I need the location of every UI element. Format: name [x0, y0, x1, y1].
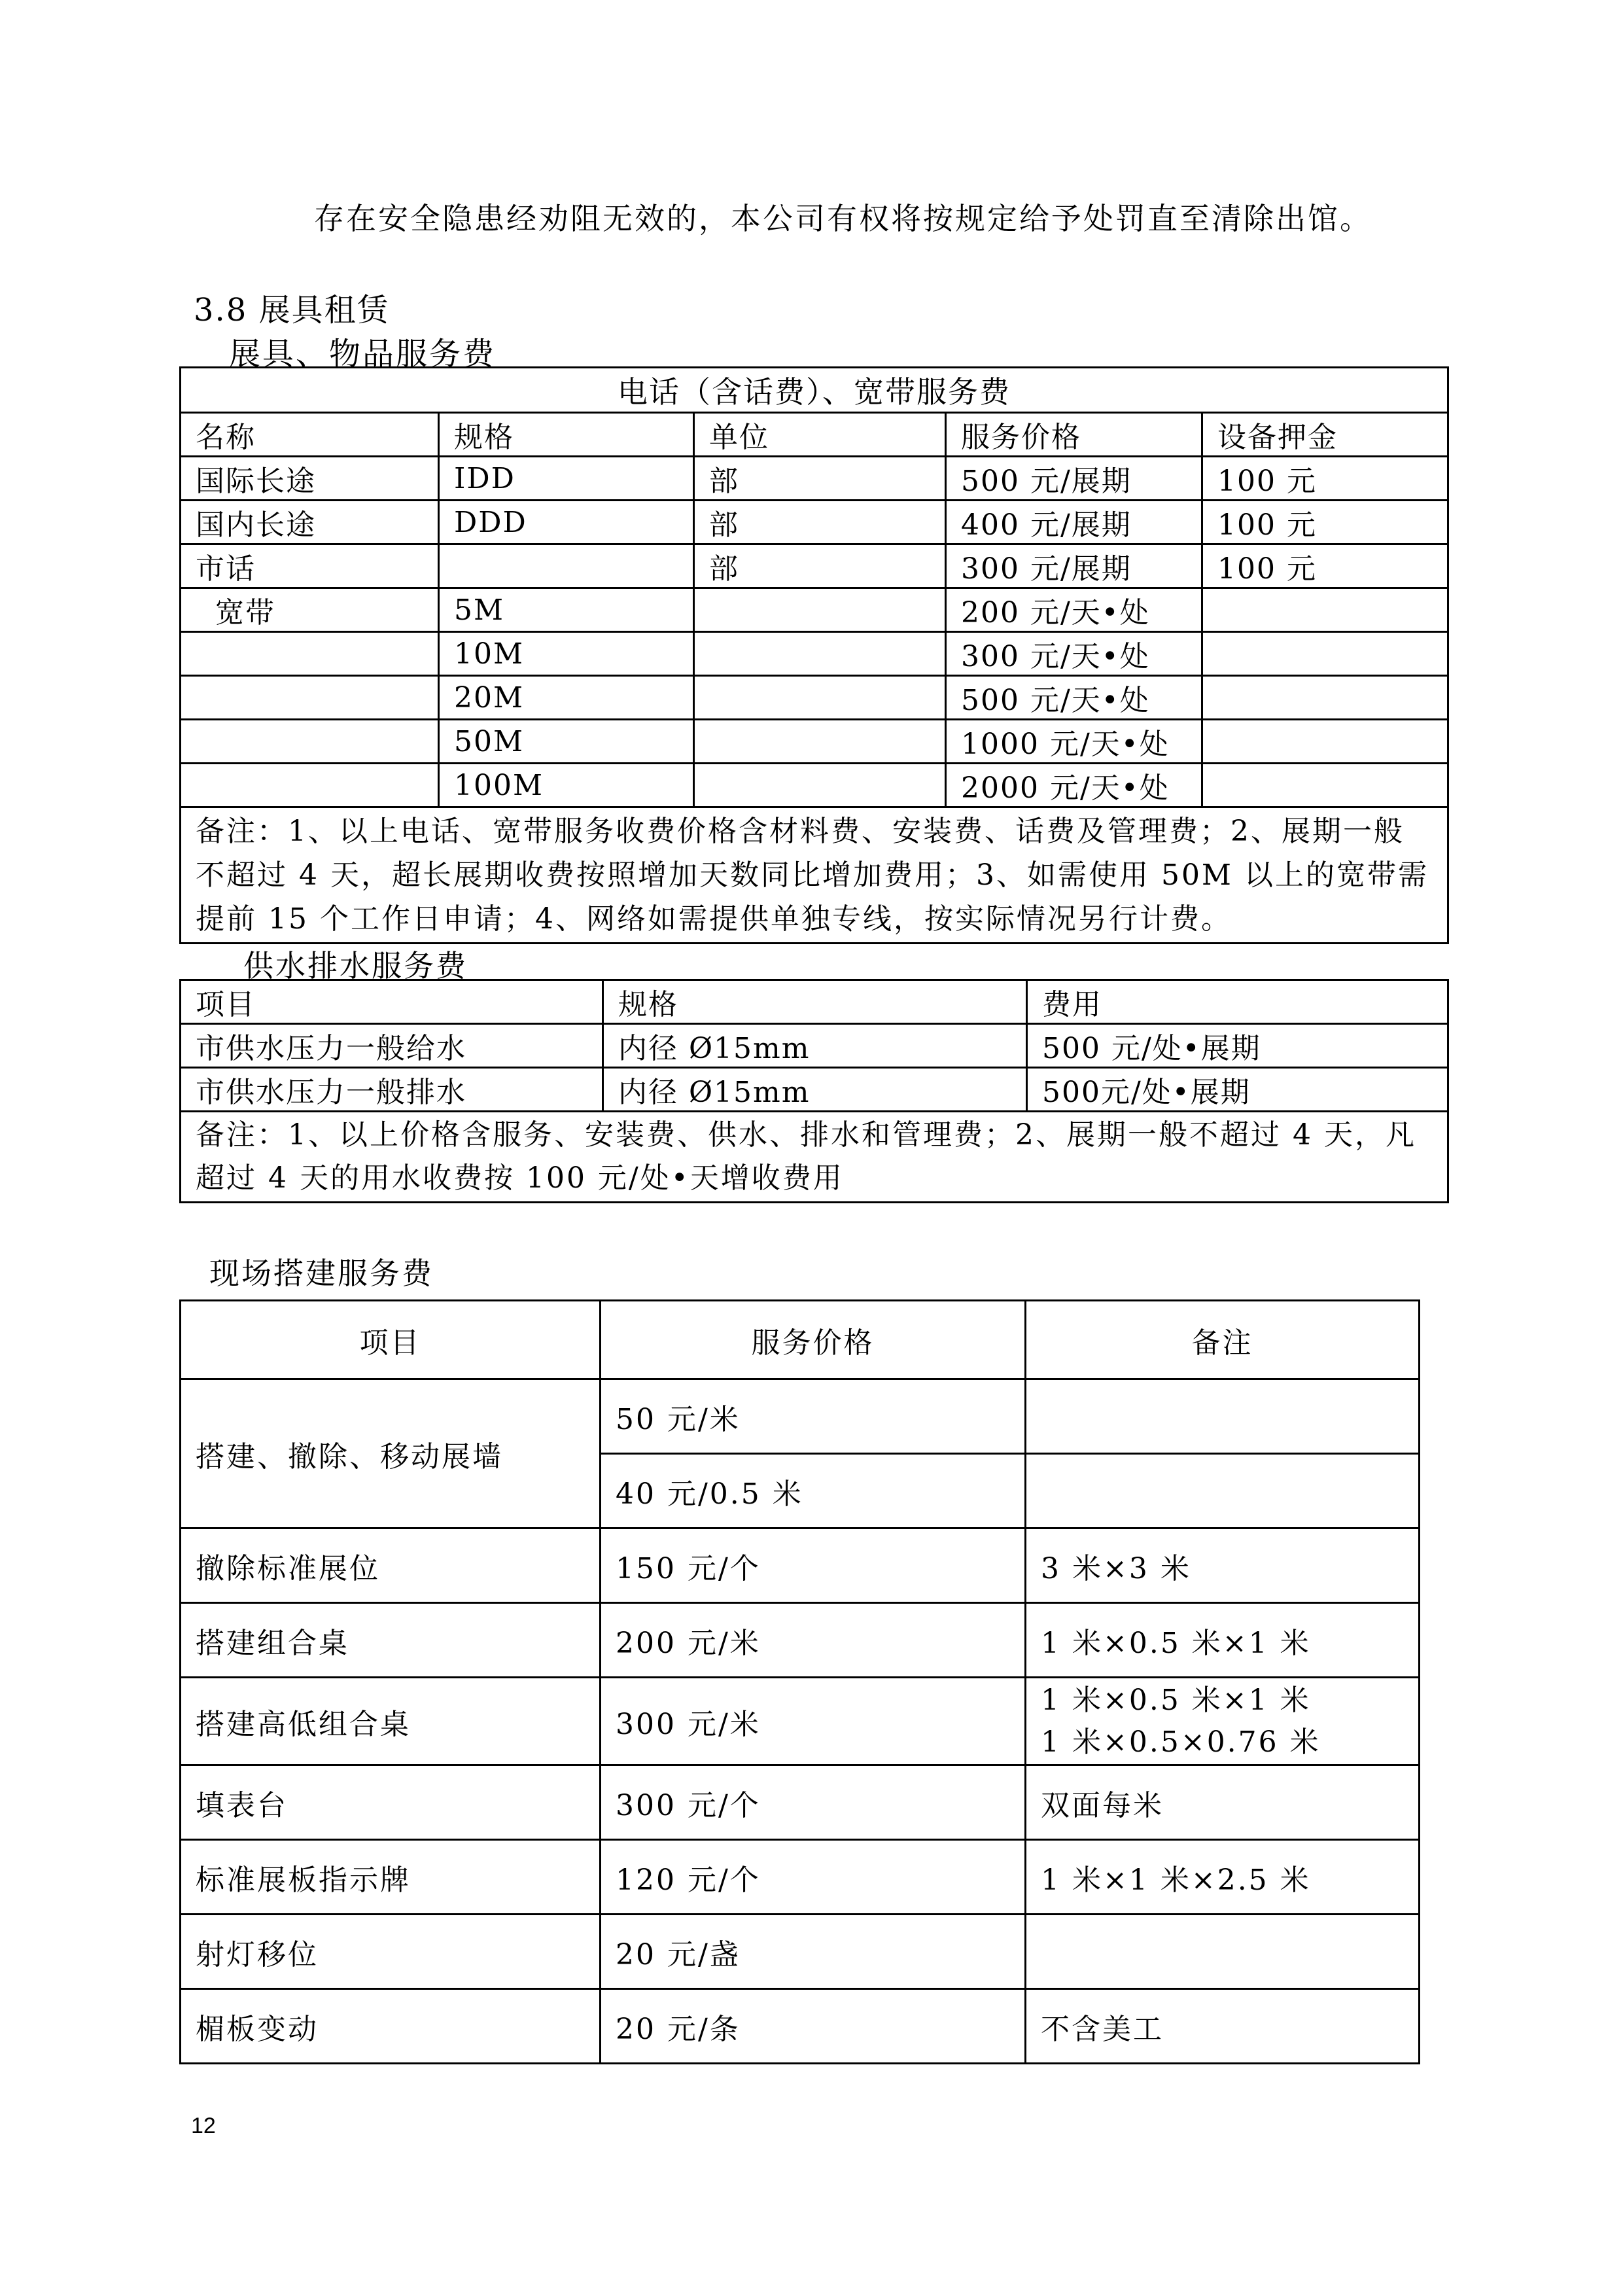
column-header: 服务价格: [946, 413, 1202, 457]
table-cell: 2000 元/天•处: [946, 764, 1202, 807]
remark-line: 1 米×0.5×0.76 米: [1041, 1725, 1321, 1759]
subsection-heading-build: 现场搭建服务费: [209, 1256, 434, 1291]
column-header: 规格: [439, 413, 694, 457]
table-cell: [181, 632, 439, 676]
table-cell: [1026, 1379, 1420, 1454]
section-heading: 3.8 展具租赁: [194, 292, 390, 328]
table-cell: [1026, 1915, 1420, 1989]
table-cell: 500 元/展期: [946, 457, 1202, 501]
table-cell: 50M: [439, 720, 694, 764]
table-cell: 100 元: [1202, 457, 1448, 501]
column-header: 项目: [181, 980, 603, 1024]
table-cell: [694, 764, 946, 807]
table-cell: 市供水压力一般给水: [181, 1024, 603, 1068]
table-cell: 200 元/天•处: [946, 588, 1202, 632]
subsection-heading-water: 供水排水服务费: [243, 948, 468, 983]
telecom-fee-table: [179, 366, 1449, 944]
intro-paragraph: 存在安全隐患经劝阻无效的，本公司有权将按规定给予处罚直至清除出馆。: [314, 201, 1372, 236]
table-cell: 标准展板指示牌: [181, 1840, 601, 1915]
table-cell: [1202, 720, 1448, 764]
table-header-row: [181, 413, 1448, 457]
table-cell: 1 米×0.5 米×1 米: [1026, 1603, 1420, 1678]
build-fee-table: [179, 1299, 1420, 2064]
table-header-row: [181, 1301, 1420, 1379]
table-cell: 120 元/个: [601, 1840, 1026, 1915]
table-cell: 内径 Ø15mm: [603, 1024, 1027, 1068]
table-cell: 撤除标准展位: [181, 1528, 601, 1603]
column-header: 名称: [181, 413, 439, 457]
table-cell: 楣板变动: [181, 1989, 601, 2064]
table-cell: 20M: [439, 676, 694, 720]
table-cell: 20 元/盏: [601, 1915, 1026, 1989]
subsection-heading-equipment: 展具、物品服务费: [229, 336, 497, 372]
table-cell: 部: [694, 544, 946, 588]
column-header: 项目: [181, 1301, 601, 1379]
table-cell: 200 元/米: [601, 1603, 1026, 1678]
table-cell: [1026, 1454, 1420, 1528]
table-row: [181, 1840, 1420, 1915]
table-cell: 搭建高低组合桌: [181, 1678, 601, 1765]
table-cell: 内径 Ø15mm: [603, 1068, 1027, 1112]
table-note-row: [181, 807, 1448, 944]
table-cell: [181, 764, 439, 807]
table-row: [181, 1678, 1420, 1765]
table-cell: 100 元: [1202, 501, 1448, 544]
table-cell: 500 元/处•展期: [1027, 1024, 1448, 1068]
table-cell: 搭建、撤除、移动展墙: [181, 1379, 601, 1528]
table-cell: 300 元/展期: [946, 544, 1202, 588]
table-note: 备注：1、以上价格含服务、安装费、供水、排水和管理费；2、展期一般不超过 4 天，凡超过 4 天的用水收费按 100 元/处•天增收费用: [181, 1112, 1448, 1203]
column-header: 费用: [1027, 980, 1448, 1024]
table-cell: [181, 720, 439, 764]
table-cell: 国内长途: [181, 501, 439, 544]
table-cell: 300 元/米: [601, 1678, 1026, 1765]
table-cell: [1202, 632, 1448, 676]
table-cell: DDD: [439, 501, 694, 544]
table-cell: 40 元/0.5 米: [601, 1454, 1026, 1528]
table-cell: 20 元/条: [601, 1989, 1026, 2064]
table-row: [181, 1765, 1420, 1840]
table-cell: [1202, 676, 1448, 720]
table-cell: 不含美工: [1026, 1989, 1420, 2064]
table-cell: 部: [694, 457, 946, 501]
table-cell: 50 元/米: [601, 1379, 1026, 1454]
table-cell: 国际长途: [181, 457, 439, 501]
table-cell: 300 元/个: [601, 1765, 1026, 1840]
table-row: [181, 1068, 1448, 1112]
table-cell: [181, 676, 439, 720]
table-cell: 市供水压力一般排水: [181, 1068, 603, 1112]
table-cell: [1202, 764, 1448, 807]
table-cell: [694, 632, 946, 676]
table-cell: 100 元: [1202, 544, 1448, 588]
table-cell: 射灯移位: [181, 1915, 601, 1989]
table-cell: 3 米×3 米: [1026, 1528, 1420, 1603]
table-caption-row: [181, 368, 1448, 413]
table-cell: [1202, 588, 1448, 632]
table-cell: 市话: [181, 544, 439, 588]
table-cell: 150 元/个: [601, 1528, 1026, 1603]
table-cell: 10M: [439, 632, 694, 676]
table-row: [181, 1024, 1448, 1068]
table-header-row: [181, 980, 1448, 1024]
column-header: 备注: [1026, 1301, 1420, 1379]
table-row: [181, 764, 1448, 807]
table-cell: 400 元/展期: [946, 501, 1202, 544]
table-row: [181, 720, 1448, 764]
table-cell: [439, 544, 694, 588]
table-cell: 1000 元/天•处: [946, 720, 1202, 764]
table-row: [181, 1528, 1420, 1603]
table-note-row: [181, 1112, 1448, 1203]
column-header: 服务价格: [601, 1301, 1026, 1379]
table-note: 备注：1、以上电话、宽带服务收费价格含材料费、安装费、话费及管理费；2、展期一般不超过 4 天，超长展期收费按照增加天数同比增加费用；3、如需使用 50M 以上的宽带需提前 15 个工作日申请；4、网络如需提供单独专线，按实际情况另行计费。: [181, 807, 1448, 944]
table-row: [181, 1603, 1420, 1678]
table-cell: 500元/处•展期: [1027, 1068, 1448, 1112]
table-row: [181, 501, 1448, 544]
table-cell: 300 元/天•处: [946, 632, 1202, 676]
page-number: 12: [191, 2113, 216, 2138]
column-header: 规格: [603, 980, 1027, 1024]
table-row: [181, 1915, 1420, 1989]
table-cell: [694, 720, 946, 764]
remark-line: 1 米×0.5 米×1 米: [1041, 1683, 1311, 1717]
table-cell: 双面每米: [1026, 1765, 1420, 1840]
table-cell: 500 元/天•处: [946, 676, 1202, 720]
table-row: [181, 1989, 1420, 2064]
table-cell: IDD: [439, 457, 694, 501]
table-cell: 宽带: [181, 588, 439, 632]
table-cell: 搭建组合桌: [181, 1603, 601, 1678]
column-header: 设备押金: [1202, 413, 1448, 457]
table-cell: [1026, 1678, 1420, 1765]
table-row: [181, 632, 1448, 676]
table-cell: 填表台: [181, 1765, 601, 1840]
table-row: [181, 588, 1448, 632]
table-caption: 电话（含话费）、宽带服务费: [181, 368, 1448, 413]
table-cell: 5M: [439, 588, 694, 632]
table-row: [181, 1379, 1420, 1454]
table-cell: 部: [694, 501, 946, 544]
table-row: [181, 457, 1448, 501]
table-cell: 1 米×1 米×2.5 米: [1026, 1840, 1420, 1915]
table-row: [181, 676, 1448, 720]
water-fee-table: [179, 979, 1449, 1203]
table-cell: [694, 676, 946, 720]
table-cell: [694, 588, 946, 632]
table-row: [181, 544, 1448, 588]
column-header: 单位: [694, 413, 946, 457]
table-cell: 100M: [439, 764, 694, 807]
